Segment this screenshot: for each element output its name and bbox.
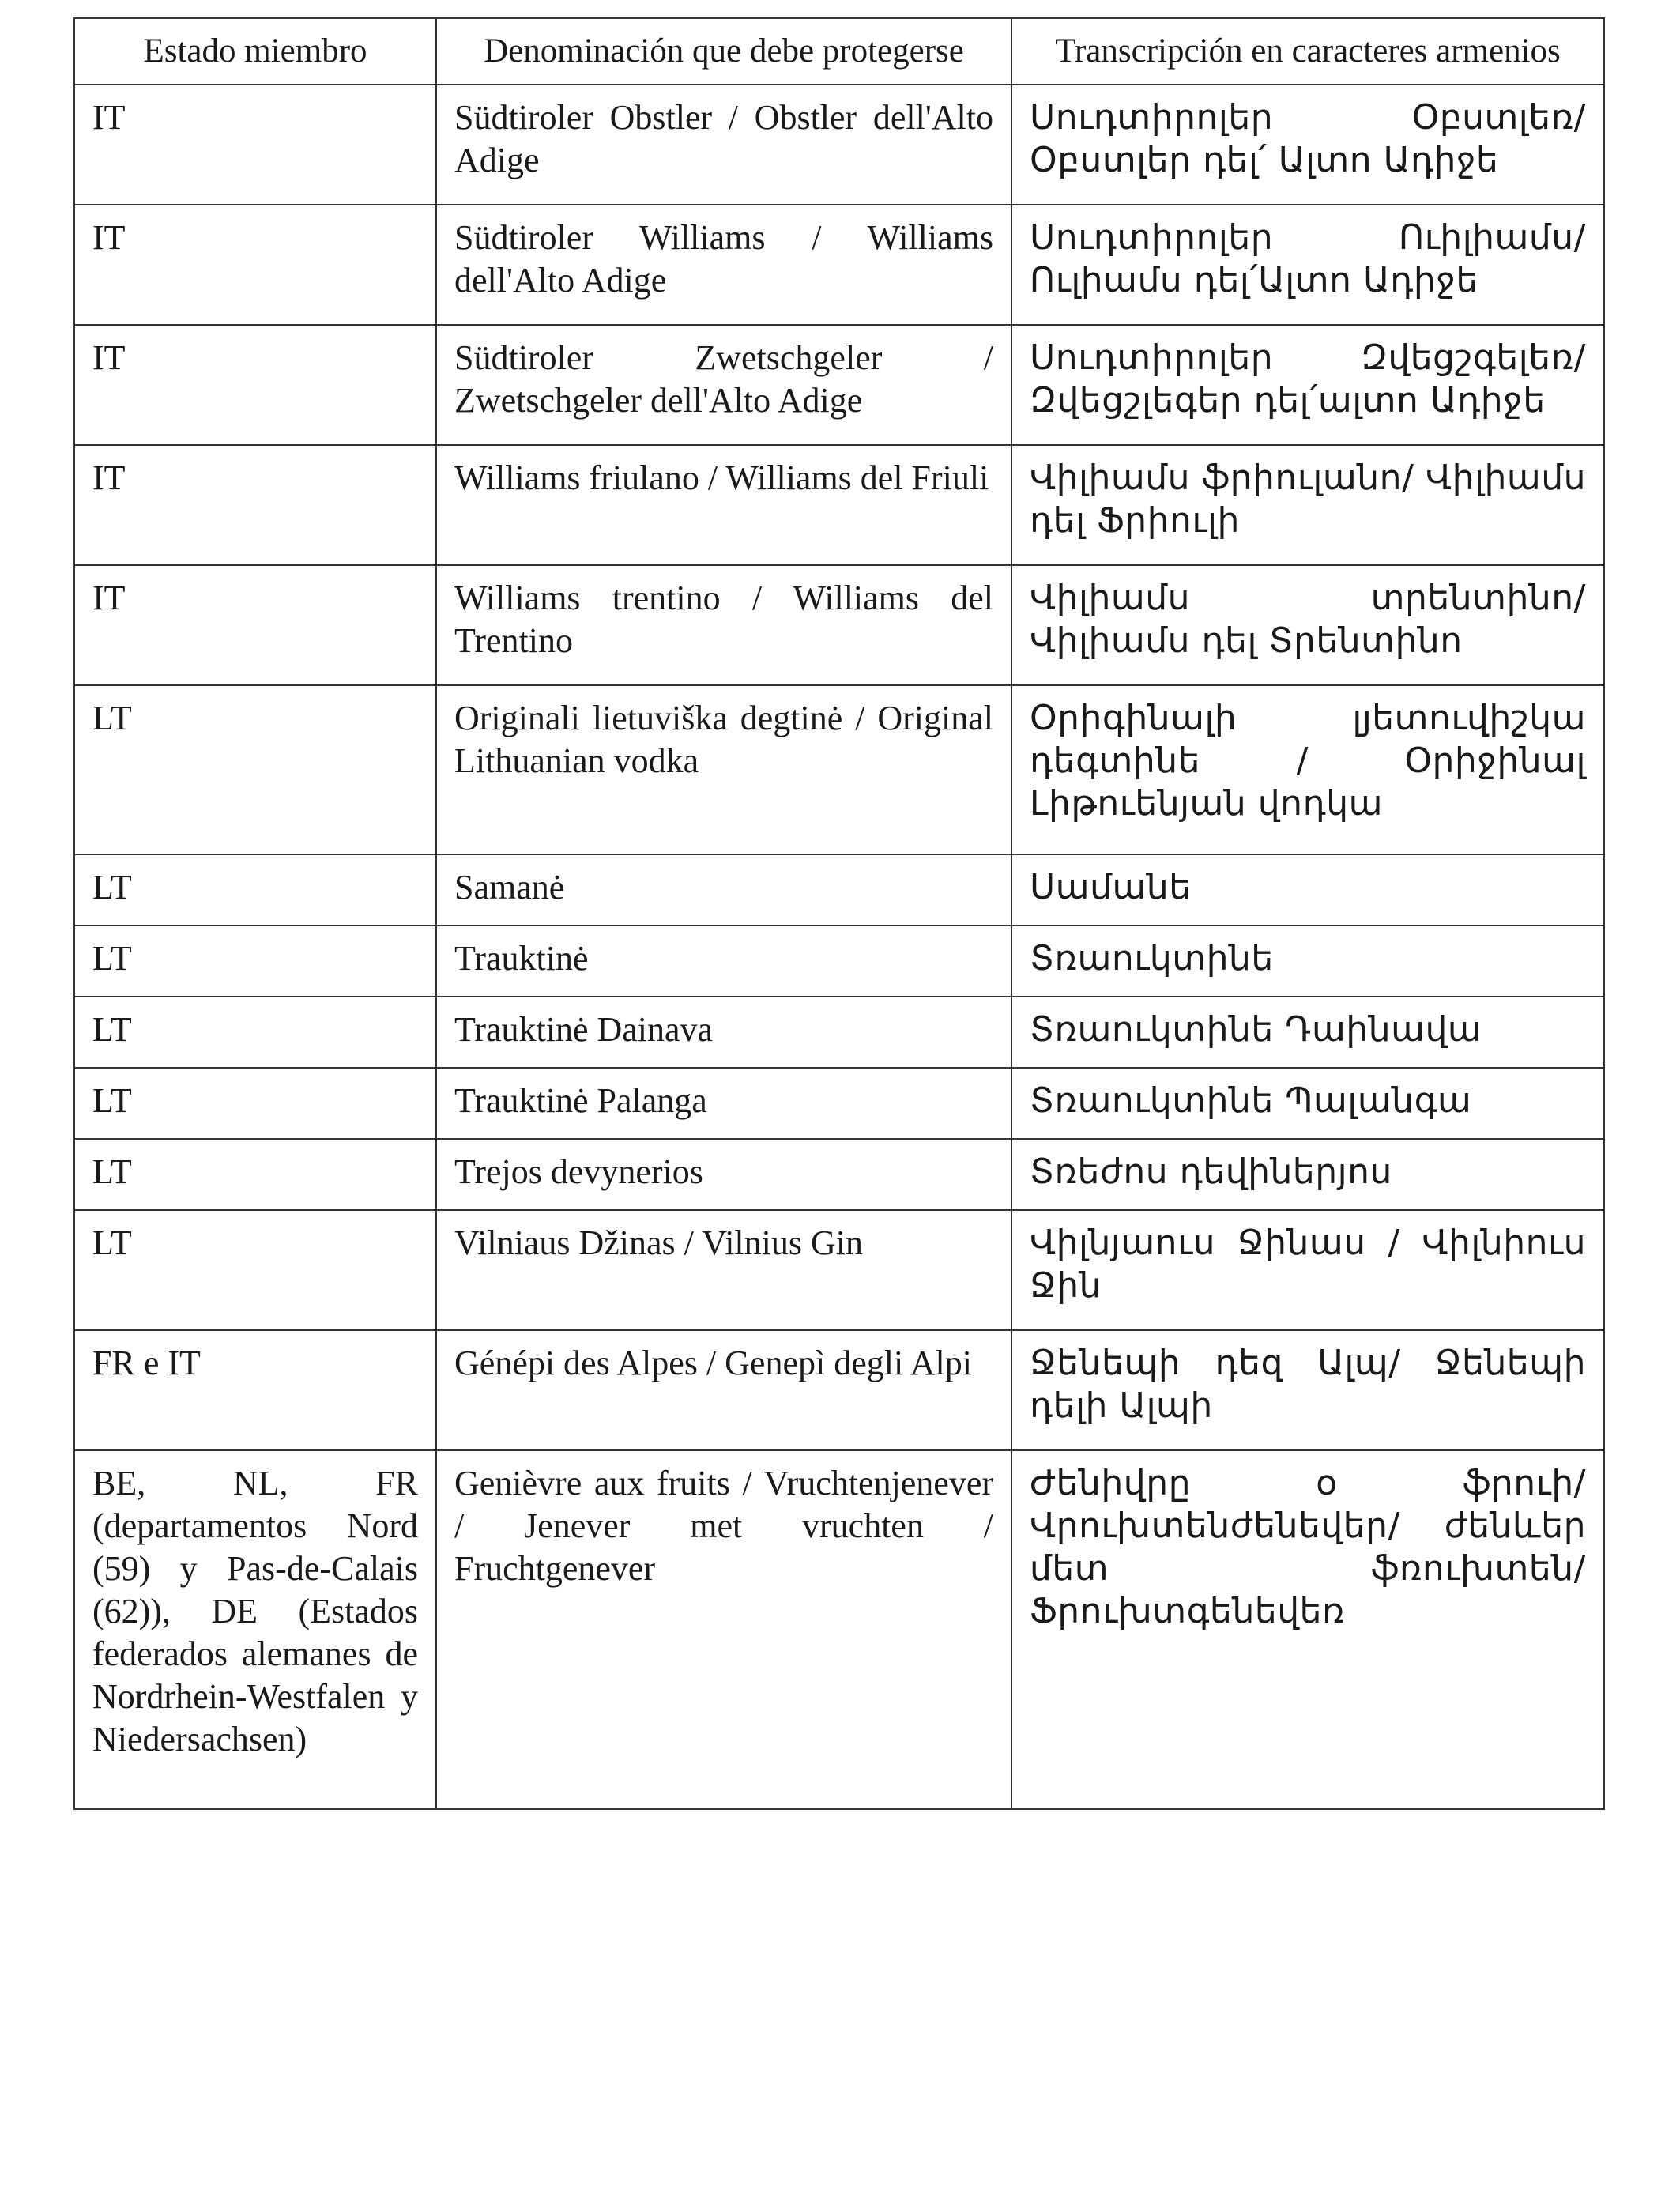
- cell-transcripcion: Սուդտիրոլեր Ուիլիամս/ Ուլիամս դել՛Ալտո Ադիջե: [1011, 205, 1604, 325]
- cell-denominacion: Williams friulano / Williams del Friuli: [436, 445, 1011, 565]
- cell-estado: LT: [74, 854, 436, 925]
- cell-denominacion: Williams trentino / Williams del Trentino: [436, 565, 1011, 685]
- table-row: [74, 565, 1604, 685]
- cell-denominacion: Trauktinė: [436, 925, 1011, 997]
- table-row: [74, 685, 1604, 854]
- cell-transcripcion: Սուդտիրոլեր Զվեցշգելեռ/ Զվեցշլեգեր դել՛ալտո Ադիջե: [1011, 325, 1604, 445]
- table-row: [74, 445, 1604, 565]
- cell-transcripcion: Վիլիամս ֆրիուլանո/ Վիլիամս դել Ֆրիուլի: [1011, 445, 1604, 565]
- cell-estado: IT: [74, 445, 436, 565]
- table-row: [74, 854, 1604, 925]
- header-row: [74, 18, 1604, 85]
- table-row: [74, 1330, 1604, 1450]
- cell-estado: IT: [74, 325, 436, 445]
- table-header: [74, 18, 1604, 85]
- cell-transcripcion: Ջենեպի դեզ Ալպ/ Ջենեպի դելի Ալպի: [1011, 1330, 1604, 1450]
- cell-estado: BE, NL, FR (departamentos Nord (59) y Pas-de-Calais (62)), DE (Estados federados alemanes de Nordrhein-Westfalen y Niedersachsen): [74, 1450, 436, 1809]
- cell-transcripcion: Սամանե: [1011, 854, 1604, 925]
- cell-denominacion: Samanė: [436, 854, 1011, 925]
- cell-denominacion: Südtiroler Zwetschgeler / Zwetschgeler dell'Alto Adige: [436, 325, 1011, 445]
- table-row: [74, 997, 1604, 1068]
- cell-estado: LT: [74, 685, 436, 854]
- cell-estado: LT: [74, 1210, 436, 1330]
- table-row: [74, 85, 1604, 205]
- cell-transcripcion: Ժենիվրը օ ֆրուի/ Վրուխտենժենեվեր/ ժենևեր մետ ֆռուխտեն/ Ֆրուխտգենեվեռ: [1011, 1450, 1604, 1809]
- header-denominacion: Denominación que debe protegerse: [436, 18, 1011, 85]
- header-estado-miembro: Estado miembro: [74, 18, 436, 85]
- cell-estado: IT: [74, 205, 436, 325]
- cell-estado: LT: [74, 925, 436, 997]
- cell-denominacion: Génépi des Alpes / Genepì degli Alpi: [436, 1330, 1011, 1450]
- cell-transcripcion: Վիլնյաուս Ջինաս / Վիլնիուս Ջին: [1011, 1210, 1604, 1330]
- table-row: [74, 205, 1604, 325]
- table-row: [74, 325, 1604, 445]
- cell-denominacion: Genièvre aux fruits / Vruchtenjenever / Jenever met vruchten / Fruchtgenever: [436, 1450, 1011, 1809]
- cell-estado: LT: [74, 1139, 436, 1210]
- header-transcripcion: Transcripción en caracteres armenios: [1011, 18, 1604, 85]
- cell-transcripcion: Տռաուկտինե Պալանգա: [1011, 1068, 1604, 1139]
- cell-transcripcion: Վիլիամս տրենտինո/ Վիլիամս դել Տրենտինո: [1011, 565, 1604, 685]
- table-row: [74, 1139, 1604, 1210]
- cell-transcripcion: Տռաուկտինե: [1011, 925, 1604, 997]
- denominations-table: [73, 17, 1605, 1810]
- table-row: [74, 1210, 1604, 1330]
- cell-estado: FR e IT: [74, 1330, 436, 1450]
- table-row: [74, 925, 1604, 997]
- cell-transcripcion: Տռաուկտինե Դաինավա: [1011, 997, 1604, 1068]
- cell-denominacion: Südtiroler Williams / Williams dell'Alto Adige: [436, 205, 1011, 325]
- cell-estado: LT: [74, 1068, 436, 1139]
- cell-estado: IT: [74, 565, 436, 685]
- cell-denominacion: Trejos devynerios: [436, 1139, 1011, 1210]
- cell-denominacion: Vilniaus Džinas / Vilnius Gin: [436, 1210, 1011, 1330]
- cell-estado: IT: [74, 85, 436, 205]
- cell-estado: LT: [74, 997, 436, 1068]
- cell-transcripcion: Օրիգինալի լյետուվիշկա դեգտինե / Օրիջինալ Լիթուենյան վոդկա: [1011, 685, 1604, 854]
- cell-denominacion: Originali lietuviška degtinė / Original Lithuanian vodka: [436, 685, 1011, 854]
- cell-transcripcion: Տռեժոս դեվիներյոս: [1011, 1139, 1604, 1210]
- cell-transcripcion: Սուդտիրոլեր Օբստլեռ/ Օբստլեր դել՛ Ալտո Ադիջե: [1011, 85, 1604, 205]
- table-row: [74, 1450, 1604, 1809]
- table-body: [74, 85, 1604, 1809]
- cell-denominacion: Südtiroler Obstler / Obstler dell'Alto Adige: [436, 85, 1011, 205]
- cell-denominacion: Trauktinė Palanga: [436, 1068, 1011, 1139]
- cell-denominacion: Trauktinė Dainava: [436, 997, 1011, 1068]
- table-row: [74, 1068, 1604, 1139]
